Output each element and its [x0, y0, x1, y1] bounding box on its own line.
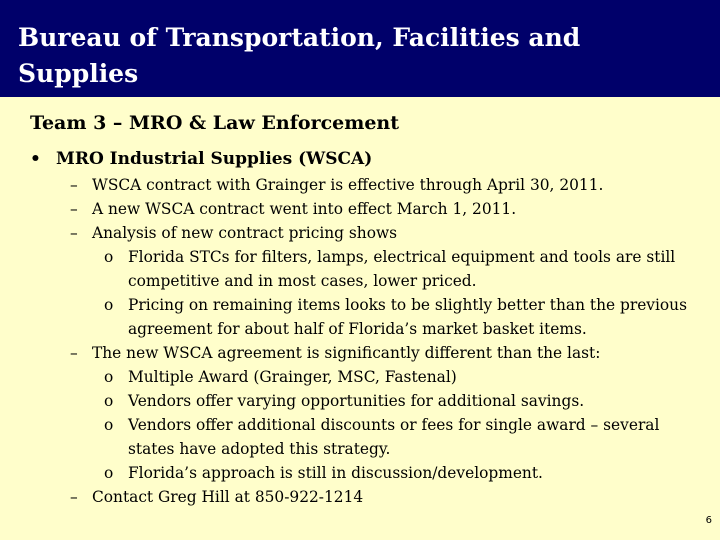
- list-item-text: Florida STCs for filters, lamps, electrical equipment and tools are still competitive and in most cases, lower priced.: [128, 248, 676, 290]
- list-item-text: Multiple Award (Grainger, MSC, Fastenal): [128, 368, 457, 386]
- circle-bullet-icon: o: [104, 248, 114, 266]
- page-number: 6: [705, 515, 712, 526]
- dash-icon: –: [70, 488, 78, 506]
- dash-icon: –: [70, 200, 78, 218]
- list-item-text: Contact Greg Hill at 850-922-1214: [92, 488, 364, 506]
- list-item: [0, 197, 700, 221]
- sub-bullet-list: [0, 173, 700, 509]
- dash-icon: –: [70, 176, 78, 194]
- circle-bullet-icon: o: [104, 464, 114, 482]
- list-item-text: The new WSCA agreement is significantly different than the last:: [92, 344, 601, 362]
- bullet-dot-icon: •: [30, 149, 41, 169]
- list-item: [0, 221, 700, 245]
- list-item: [0, 485, 700, 509]
- main-bullet: [30, 147, 372, 171]
- list-item: [0, 245, 700, 293]
- list-item: [0, 413, 700, 461]
- slide-title: Bureau of Transportation, Facilities and Supplies: [18, 23, 581, 88]
- list-item: [0, 173, 700, 197]
- main-bullet-text: MRO Industrial Supplies (WSCA): [56, 149, 373, 169]
- slide-content: [0, 97, 720, 540]
- list-item-text: Analysis of new contract pricing shows: [92, 224, 398, 242]
- list-item-text: WSCA contract with Grainger is effective through April 30, 2011.: [92, 176, 604, 194]
- list-item: [0, 365, 700, 389]
- list-item-text: Pricing on remaining items looks to be slightly better than the previous agreement for about half of Florida’s market basket items.: [128, 296, 687, 338]
- list-item-text: Vendors offer varying opportunities for additional savings.: [128, 392, 585, 410]
- slide-subtitle: Team 3 – MRO & Law Enforcement: [30, 112, 400, 134]
- dash-icon: –: [70, 224, 78, 242]
- circle-bullet-icon: o: [104, 392, 114, 410]
- circle-bullet-icon: o: [104, 416, 114, 434]
- circle-bullet-icon: o: [104, 368, 114, 386]
- list-item: [0, 293, 700, 341]
- list-item: [0, 461, 700, 485]
- list-item: [0, 341, 700, 365]
- list-item-text: A new WSCA contract went into effect March 1, 2011.: [92, 200, 517, 218]
- list-item-text: Florida’s approach is still in discussion/development.: [128, 464, 543, 482]
- list-item: [0, 389, 700, 413]
- dash-icon: –: [70, 344, 78, 362]
- title-bar: [0, 0, 720, 97]
- circle-bullet-icon: o: [104, 296, 114, 314]
- list-item-text: Vendors offer additional discounts or fees for single award – several states have adopted this strategy.: [128, 416, 660, 458]
